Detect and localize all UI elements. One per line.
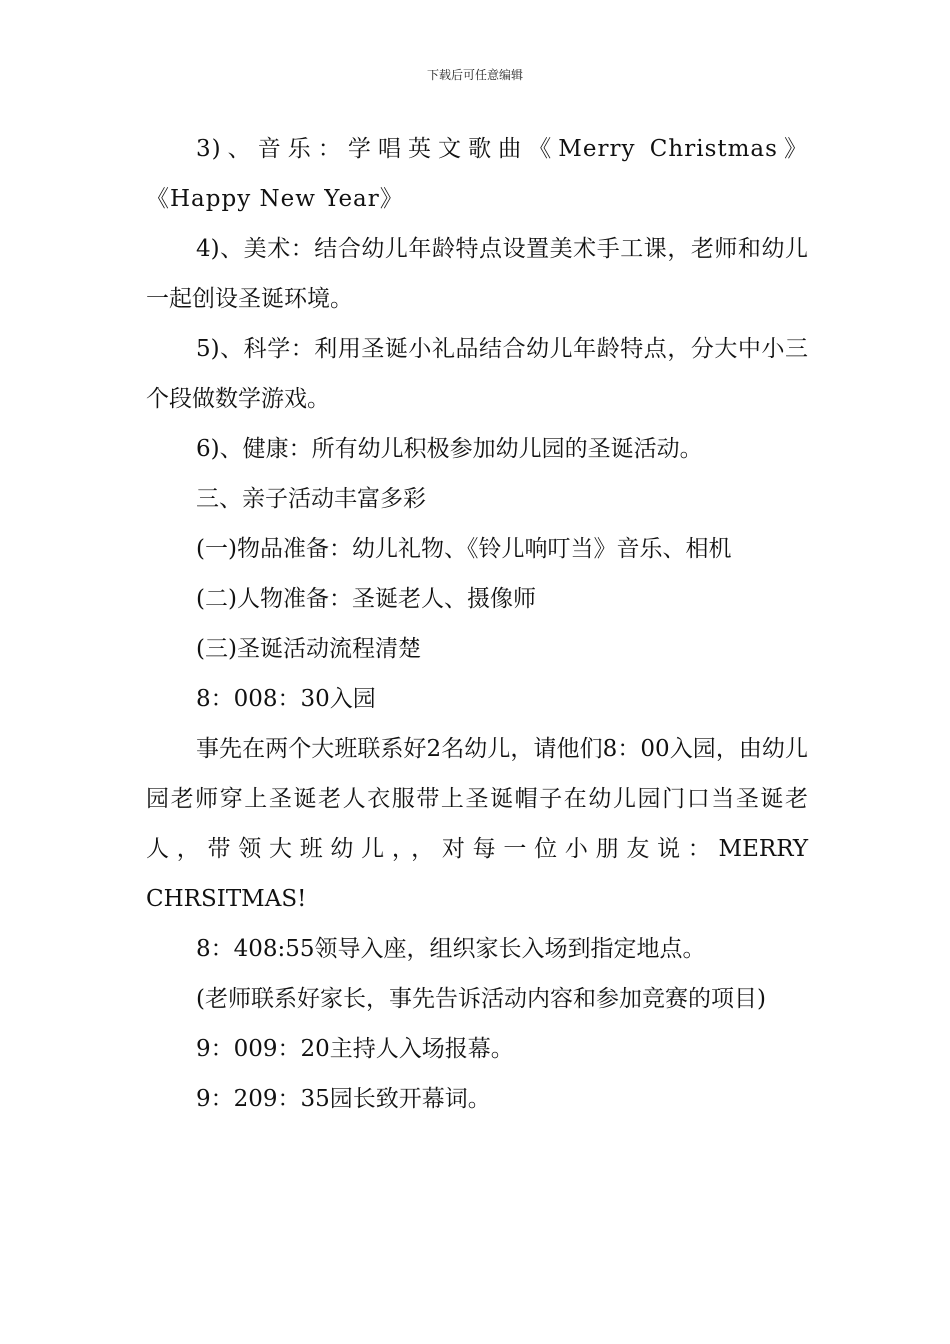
paragraph-process: (三)圣诞活动流程清楚 xyxy=(196,636,421,662)
paragraph-parents-note: (老师联系好家长，事先告诉活动内容和参加竞赛的项目) xyxy=(196,986,766,1012)
paragraph-time-entry: 8：008：30入园 xyxy=(196,686,376,712)
paragraph-people-prep: (二)人物准备：圣诞老人、摄像师 xyxy=(196,586,536,612)
document-body xyxy=(146,124,808,1124)
page-header: 下载后可任意编辑 xyxy=(426,68,523,82)
paragraph-santa-arrangement: 事先在两个大班联系好2名幼儿，请他们8：00入园，由幼儿园老师穿上圣诞老人衣服带上圣诞帽子在幼儿园门口当圣诞老人，带领大班幼儿，，对每一位小朋友说：MERRY CHRSITMAS! xyxy=(146,736,808,912)
paragraph-art: 4)、美术：结合幼儿年龄特点设置美术手工课，老师和幼儿一起创设圣诞环境。 xyxy=(146,236,808,312)
paragraph-health: 6)、健康：所有幼儿积极参加幼儿园的圣诞活动。 xyxy=(196,436,703,462)
paragraph-music: 3)、音乐：学唱英文歌曲《Merry Christmas》《Happy New Year》 xyxy=(146,136,808,212)
paragraph-time-seating: 8：408:55领导入座，组织家长入场到指定地点。 xyxy=(196,936,706,962)
section-heading-parent-child: 三、亲子活动丰富多彩 xyxy=(196,486,426,512)
paragraph-science: 5)、科学：利用圣诞小礼品结合幼儿年龄特点，分大中小三个段做数学游戏。 xyxy=(146,336,808,412)
paragraph-time-opening: 9：209：35园长致开幕词。 xyxy=(196,1086,491,1112)
paragraph-items-prep: (一)物品准备：幼儿礼物、《铃儿响叮当》音乐、相机 xyxy=(196,536,732,562)
paragraph-time-host: 9：009：20主持人入场报幕。 xyxy=(196,1036,514,1062)
